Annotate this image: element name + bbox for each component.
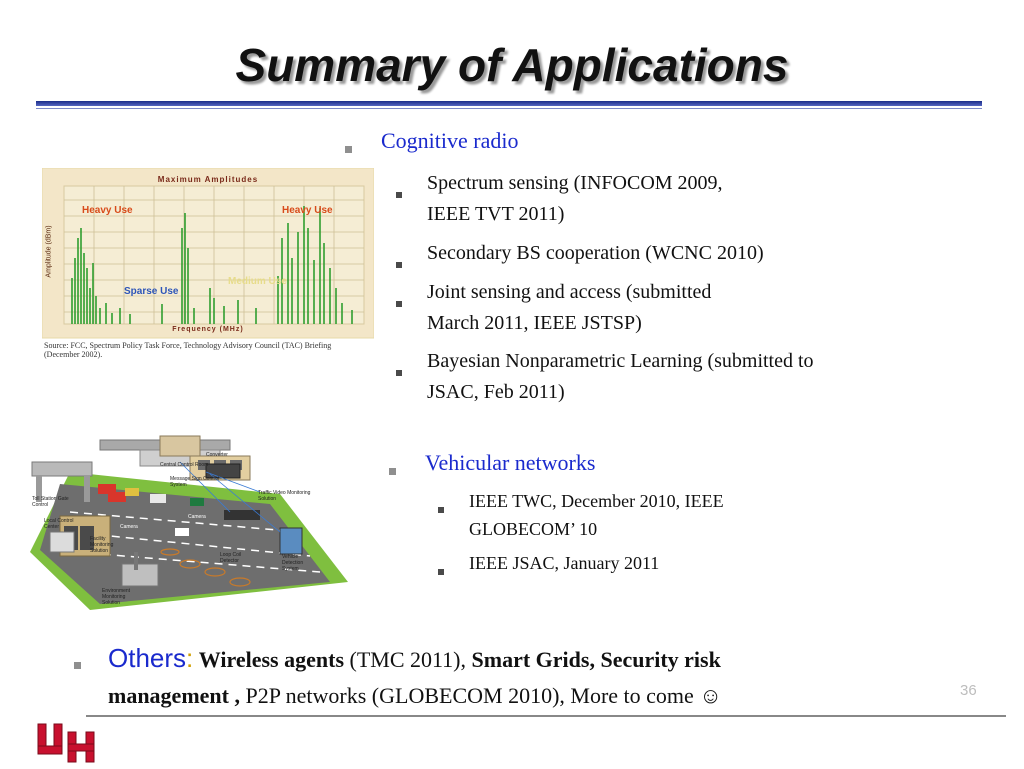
facility-monitoring-label: Facility Monitoring Solution [90,536,114,554]
vehicular-item-1-line2: GLOBECOM’ 10 [469,519,598,539]
vehicular-item-2-line1: IEEE JSAC, January 2011 [469,553,660,573]
vehicular-network-illustration [30,432,348,610]
cognitive-item-2-marker [396,255,402,273]
others-colon: : [186,643,194,673]
cognitive-item-3 [427,277,711,339]
spectrum-figure-title: Maximum Amplitudes [157,175,259,184]
title-divider-thin [36,108,982,109]
cognitive-item-4-line2: JSAC, Feb 2011) [427,381,565,403]
spectrum-xlabel: Frequency (MHz) [172,326,244,333]
cognitive-item-3-line2: March 2011, IEEE JSTSP) [427,312,642,334]
camera-label-2: Camera [188,514,206,520]
converter-label: Converter [206,452,228,458]
message-sign-label: Message Sign Control System [170,476,220,488]
cognitive-item-1-line1: Spectrum sensing (INFOCOM 2009, [427,172,723,194]
smiley-icon: ☺ [699,683,722,708]
security-risk-text: Security risk [600,647,721,672]
spectrum-figure [42,168,374,362]
others-bullet-marker [74,656,81,674]
cognitive-radio-heading: Cognitive radio [381,128,519,153]
spectrum-source-line2: (December 2002). [44,350,103,359]
others-paragraph [108,640,988,714]
footer-divider [86,715,1006,717]
others-rest-text: P2P networks (GLOBECOM 2010), More to come [245,683,694,708]
vehicular-item-1-marker [438,500,444,518]
vehicular-networks-heading: Vehicular networks [425,450,596,475]
cognitive-item-1-marker [396,185,402,203]
vehicle-detection-label: Vehicle Detection System [282,554,304,572]
vehicular-item-1-line1: IEEE TWC, December 2010, IEEE [469,491,724,511]
others-label: Others [108,643,187,673]
title-divider [36,101,982,106]
page-number: 36 [960,682,977,699]
spectrum-source-line1: Source: FCC, Spectrum Policy Task Force, Technology Advisory Council (TAC) Briefing [44,341,332,350]
toll-station-label: Toll Station Gate Control [32,496,69,508]
sparse-use-label: Sparse Use [124,286,179,297]
heavy-use-right-label: Heavy Use [282,205,333,216]
local-control-center-label: Local Control Center [44,518,74,530]
uh-logo [36,722,96,764]
wireless-agents-text: Wireless agents [198,647,344,672]
cognitive-item-1 [427,168,723,230]
cognitive-item-4 [427,346,814,408]
cognitive-item-3-line1: Joint sensing and access (submitted [427,281,712,303]
medium-use-label: Medium Use [228,276,287,287]
traffic-video-label: Traffic Video Monitoring Solution [258,490,311,502]
cognitive-item-4-marker [396,363,402,381]
cognitive-item-4-line1: Bayesian Nonparametric Learning (submitted to [427,350,814,372]
vehicular-figure [30,432,348,610]
vehicular-item-2-marker [438,562,444,580]
smart-grids-text: Smart Grids, [471,647,595,672]
slide-title: Summary of Applications [235,39,789,91]
tmc-text: (TMC 2011), [349,647,467,672]
vehicular-bullet-marker [389,462,396,480]
cognitive-bullet-marker [345,140,352,158]
uh-logo-icon [36,722,96,764]
loop-coil-label: Loop Coil Detector [220,552,242,564]
vehicular-item-1 [469,487,724,543]
environment-monitoring-label: Environment Monitoring Solution [102,588,131,606]
cognitive-item-2 [427,238,764,269]
spectrum-ylabel: Amplitude (dBm) [45,225,53,278]
cognitive-item-2-line1: Secondary BS cooperation (WCNC 2010) [427,242,764,264]
camera-label-1: Camera [120,524,138,530]
cognitive-item-3-marker [396,294,402,312]
heavy-use-left-label: Heavy Use [82,205,133,216]
central-control-room-label: Central Control Room [160,462,209,468]
management-text: management , [108,683,240,708]
vehicular-item-2 [469,549,659,577]
cognitive-item-1-line2: IEEE TVT 2011) [427,203,565,225]
spectrum-source-caption [44,341,376,359]
